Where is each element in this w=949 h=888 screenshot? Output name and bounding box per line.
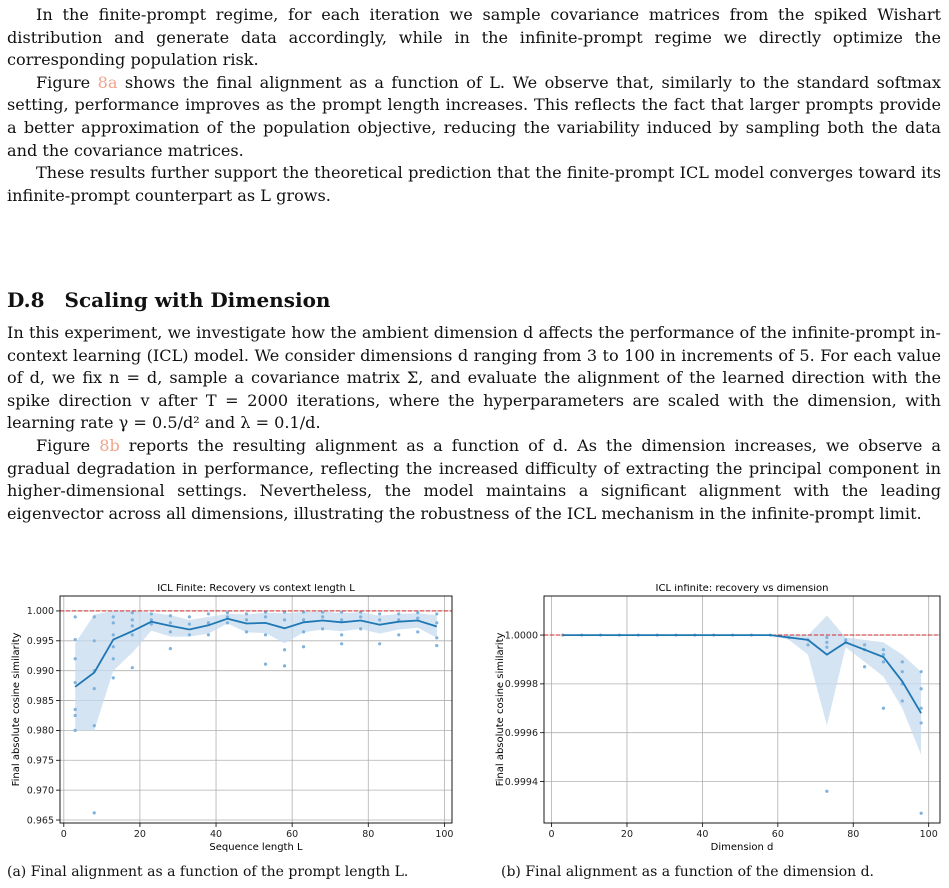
caption-8b: (b) Final alignment as a function of the dimension d.: [501, 864, 875, 880]
scatter-point: [93, 811, 96, 814]
scatter-point: [920, 707, 923, 710]
text-fragment: shows the final alignment as a function of L. We observe that, similarly to the standard softmax setting, performance improves as the prompt length increases. This reflects the fact that larger prompts provide a better approximation of the population objective, reducing the variability induced by sampling both the data and the covariance matrices.: [7, 72, 941, 160]
confidence-band: [563, 616, 921, 755]
section-number: D.8: [7, 288, 45, 312]
scatter-point: [416, 617, 419, 620]
scatter-point: [340, 642, 343, 645]
scatter-point: [74, 615, 77, 618]
scatter-point: [435, 636, 438, 639]
chartb-y-axis-label: Final absolute cosine similarity: [495, 632, 506, 787]
scatter-point: [920, 687, 923, 690]
y-tick-label: 0.980: [26, 725, 54, 737]
paragraph-conclusion: These results further support the theoretical prediction that the finite-prompt ICL model converges toward its infinite-prompt counterpart as L grows.: [7, 163, 941, 205]
scatter-point: [416, 611, 419, 614]
charta-x-axis-label: Sequence length L: [209, 842, 303, 853]
figure-8b-chart: [480, 584, 949, 856]
scatter-point: [901, 699, 904, 702]
x-tick-label: 0: [60, 829, 67, 840]
charta-title: ICL Finite: Recovery vs context length L: [157, 584, 355, 594]
scatter-point: [131, 624, 134, 627]
scatter-point: [397, 633, 400, 636]
scatter-point: [245, 630, 248, 633]
scatter-point: [378, 612, 381, 615]
scatter-point: [283, 664, 286, 667]
scatter-point: [302, 630, 305, 633]
scatter-point: [435, 621, 438, 624]
scatter-point: [112, 621, 115, 624]
y-tick-label: 0.965: [26, 815, 54, 827]
x-tick-label: 80: [847, 829, 860, 840]
scatter-point: [245, 612, 248, 615]
figure-ref-8a[interactable]: 8a: [97, 72, 118, 92]
x-tick-label: 60: [286, 829, 299, 840]
scatter-point: [264, 633, 267, 636]
scatter-point: [131, 611, 134, 614]
scatter-point: [112, 676, 115, 679]
paragraph-experiment: In this experiment, we investigate how the ambient dimension d affects the performance of the infinite-prompt in-context learning (ICL) model. We consider dimensions d ranging from 3 to 100 in increments of 5. For each value of d, we fix n = d, sample a covariance matrix Σ, and evaluate the alignment of the learned direction with the spike direction v after T = 2000 iterations, where the hyperparameters are scaled with the dimension, with learning rate γ = 0.5/d² and λ = 0.1/d.: [7, 323, 941, 433]
scatter-point: [321, 615, 324, 618]
scatter-point: [169, 630, 172, 633]
body-text-top: [7, 4, 941, 207]
scatter-point: [112, 645, 115, 648]
scatter-point: [825, 646, 828, 649]
scatter-point: [74, 657, 77, 660]
scatter-point: [882, 660, 885, 663]
scatter-point: [264, 663, 267, 666]
scatter-point: [112, 633, 115, 636]
y-tick-label: 0.995: [26, 636, 54, 648]
scatter-point: [863, 643, 866, 646]
scatter-point: [112, 657, 115, 660]
scatter-point: [188, 615, 191, 618]
scatter-point: [806, 643, 809, 646]
scatter-point: [283, 648, 286, 651]
scatter-point: [93, 687, 96, 690]
scatter-point: [188, 622, 191, 625]
scatter-point: [359, 615, 362, 618]
text-fragment: Figure: [36, 435, 100, 455]
scatter-point: [74, 729, 77, 732]
scatter-point: [825, 636, 828, 639]
scatter-point: [378, 618, 381, 621]
scatter-point: [825, 790, 828, 793]
scatter-point: [169, 621, 172, 624]
paragraph-finite-regime: In the finite-prompt regime, for each iteration we sample covariance matrices from the spiked Wishart distribution and generate data accordingly, while in the infinite-prompt regime we directly optimize the corresponding population risk.: [7, 5, 941, 70]
scatter-point: [264, 615, 267, 618]
x-tick-label: 80: [362, 829, 375, 840]
scatter-point: [93, 639, 96, 642]
scatter-point: [245, 618, 248, 621]
scatter-point: [882, 707, 885, 710]
y-tick-label: 0.990: [26, 665, 54, 677]
charta-y-axis-label: Final absolute cosine similarity: [11, 632, 22, 787]
scatter-point: [131, 618, 134, 621]
x-tick-label: 40: [696, 829, 709, 840]
paragraph-figure-8a: [7, 72, 941, 162]
body-text-bottom: [7, 322, 941, 525]
scatter-point: [74, 714, 77, 717]
scatter-point: [825, 641, 828, 644]
scatter-point: [920, 670, 923, 673]
scatter-point: [321, 627, 324, 630]
scatter-point: [169, 647, 172, 650]
section-heading: [7, 288, 330, 312]
text-fragment: Figure: [36, 72, 98, 92]
scatter-point: [302, 618, 305, 621]
paragraph-figure-8b: [7, 435, 941, 525]
scatter-point: [226, 621, 229, 624]
scatter-point: [340, 618, 343, 621]
scatter-point: [435, 644, 438, 647]
y-tick-label: 0.9996: [504, 727, 538, 739]
scatter-point: [416, 630, 419, 633]
y-tick-label: 0.9998: [504, 679, 538, 691]
scatter-point: [150, 612, 153, 615]
section-title: Scaling with Dimension: [64, 288, 331, 312]
scatter-point: [901, 670, 904, 673]
caption-8a: (a) Final alignment as a function of the prompt length L.: [7, 864, 409, 880]
x-tick-label: 100: [919, 829, 938, 840]
chartb-title: ICL infinite: recovery vs dimension: [655, 584, 829, 594]
scatter-point: [901, 660, 904, 663]
scatter-point: [226, 611, 229, 614]
x-tick-label: 20: [133, 829, 146, 840]
x-tick-label: 100: [435, 829, 454, 840]
scatter-point: [112, 615, 115, 618]
scatter-point: [863, 665, 866, 668]
scatter-point: [188, 633, 191, 636]
scatter-point: [207, 612, 210, 615]
x-tick-label: 0: [548, 829, 555, 840]
scatter-point: [74, 681, 77, 684]
scatter-point: [74, 638, 77, 641]
scatter-point: [920, 812, 923, 815]
y-tick-label: 1.000: [26, 606, 54, 618]
scatter-point: [359, 627, 362, 630]
scatter-point: [131, 666, 134, 669]
scatter-point: [131, 633, 134, 636]
scatter-point: [882, 648, 885, 651]
x-tick-label: 40: [209, 829, 223, 840]
scatter-point: [93, 615, 96, 618]
scatter-point: [74, 708, 77, 711]
scatter-point: [378, 642, 381, 645]
scatter-point: [283, 618, 286, 621]
y-tick-label: 0.975: [26, 755, 54, 767]
x-tick-label: 60: [771, 829, 784, 840]
axes-frame: [544, 596, 940, 823]
scatter-point: [397, 612, 400, 615]
scatter-point: [302, 645, 305, 648]
scatter-point: [340, 633, 343, 636]
figure-ref-8b[interactable]: 8b: [99, 435, 120, 455]
x-tick-label: 20: [620, 829, 634, 840]
figure-8a-chart: [0, 584, 462, 856]
scatter-point: [169, 614, 172, 617]
y-tick-label: 0.9994: [504, 776, 538, 788]
y-tick-label: 0.970: [26, 785, 54, 797]
scatter-point: [920, 721, 923, 724]
scatter-point: [207, 633, 210, 636]
scatter-point: [93, 724, 96, 727]
chartb-x-axis-label: Dimension d: [710, 842, 774, 853]
y-tick-label: 0.985: [26, 695, 54, 707]
y-tick-label: 1.0000: [504, 630, 538, 642]
scatter-point: [435, 612, 438, 615]
text-fragment: reports the resulting alignment as a function of d. As the dimension increases, we observe a gradual degradation in performance, reflecting the increased difficulty of extracting the principal component in higher-dimensional settings. Nevertheless, the model maintains a significant alignment with the leading eigenvector across all dimensions, illustrating the robustness of the ICL mechanism in the infinite-prompt limit.: [7, 435, 941, 523]
